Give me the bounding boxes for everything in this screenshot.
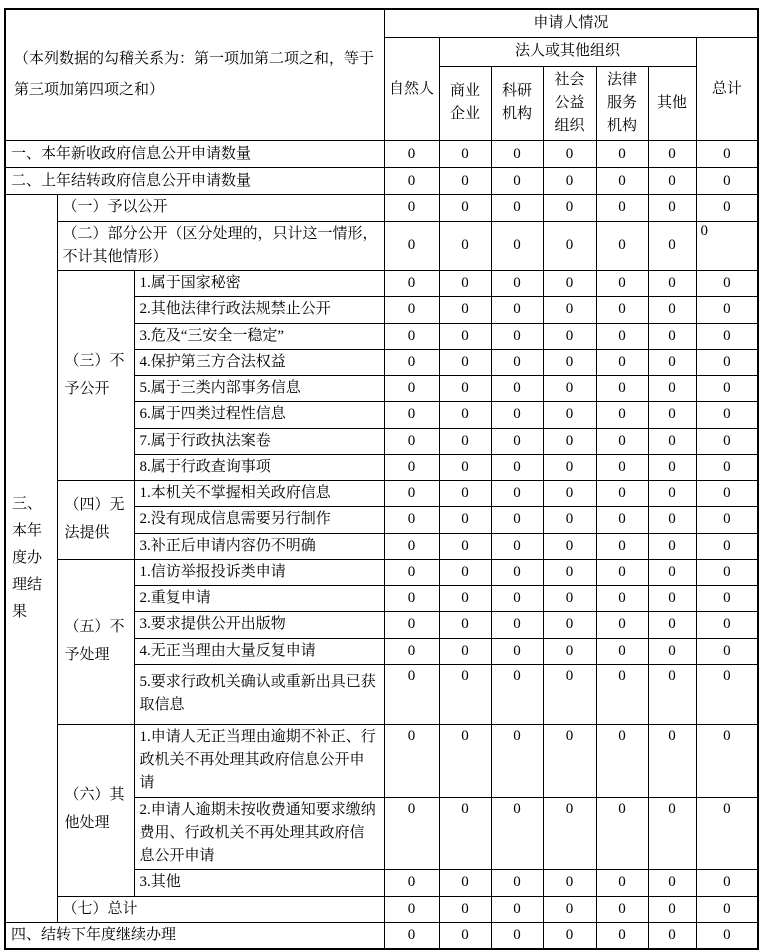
value-cell: 0 xyxy=(491,797,543,870)
value-cell: 0 xyxy=(384,559,439,585)
value-cell: 0 xyxy=(648,349,696,375)
row-unable-1 xyxy=(5,481,758,507)
value-cell: 0 xyxy=(596,797,648,870)
value-cell: 0 xyxy=(696,376,758,402)
value-cell: 0 xyxy=(596,297,648,323)
value-cell: 0 xyxy=(648,402,696,428)
value-cell: 0 xyxy=(491,870,543,896)
row-new-requests-label: 一、本年新收政府信息公开申请数量 xyxy=(5,141,384,168)
value-cell: 0 xyxy=(543,664,596,724)
value-cell: 0 xyxy=(596,559,648,585)
value-cell: 0 xyxy=(696,221,758,271)
row-carried-over xyxy=(5,168,758,195)
value-cell: 0 xyxy=(384,612,439,638)
value-cell: 0 xyxy=(543,297,596,323)
row-denied-8-label: 8.属于行政查询事项 xyxy=(134,454,384,480)
value-cell: 0 xyxy=(384,896,439,922)
value-cell: 0 xyxy=(491,507,543,533)
row-notproc-4-label: 4.无正当理由大量反复申请 xyxy=(134,638,384,664)
value-cell: 0 xyxy=(384,454,439,480)
value-cell: 0 xyxy=(491,724,543,797)
value-cell: 0 xyxy=(648,797,696,870)
header-other-org: 其他 xyxy=(648,66,696,141)
value-cell: 0 xyxy=(696,402,758,428)
header-research-institution: 科研机构 xyxy=(491,66,543,141)
value-cell: 0 xyxy=(543,507,596,533)
value-cell: 0 xyxy=(648,168,696,195)
row-subtotal xyxy=(5,896,758,922)
value-cell: 0 xyxy=(439,481,491,507)
value-cell: 0 xyxy=(491,664,543,724)
value-cell: 0 xyxy=(543,349,596,375)
value-cell: 0 xyxy=(491,454,543,480)
value-cell: 0 xyxy=(696,323,758,349)
row-notproc-2-label: 2.重复申请 xyxy=(134,586,384,612)
row-other-1-label: 1.申请人无正当理由逾期不补正、行政机关不再处理其政府信息公开申请 xyxy=(134,724,384,797)
value-cell: 0 xyxy=(596,376,648,402)
value-cell: 0 xyxy=(648,724,696,797)
value-cell: 0 xyxy=(439,638,491,664)
value-cell: 0 xyxy=(384,533,439,559)
section-three-label: 三、本年度办理结果 xyxy=(5,195,57,923)
value-cell: 0 xyxy=(384,870,439,896)
value-cell: 0 xyxy=(384,638,439,664)
row-notproc-5-label: 5.要求行政机关确认或重新出具已获取信息 xyxy=(134,664,384,724)
value-cell: 0 xyxy=(648,664,696,724)
row-other-2-label: 2.申请人逾期未按收费通知要求缴纳费用、行政机关不再处理其政府信息公开申请 xyxy=(134,797,384,870)
value-cell: 0 xyxy=(696,168,758,195)
value-cell: 0 xyxy=(439,141,491,168)
value-cell: 0 xyxy=(596,323,648,349)
value-cell: 0 xyxy=(543,195,596,221)
value-cell: 0 xyxy=(543,454,596,480)
value-cell: 0 xyxy=(439,559,491,585)
value-cell: 0 xyxy=(491,323,543,349)
value-cell: 0 xyxy=(596,664,648,724)
value-cell: 0 xyxy=(384,402,439,428)
value-cell: 0 xyxy=(439,297,491,323)
value-cell: 0 xyxy=(696,896,758,922)
value-cell: 0 xyxy=(384,428,439,454)
row-granted xyxy=(5,195,758,221)
value-cell: 0 xyxy=(439,533,491,559)
value-cell: 0 xyxy=(648,141,696,168)
header-row-1 xyxy=(5,9,758,38)
value-cell: 0 xyxy=(439,870,491,896)
value-cell: 0 xyxy=(596,349,648,375)
value-cell: 0 xyxy=(543,896,596,922)
header-total: 总计 xyxy=(696,38,758,141)
value-cell: 0 xyxy=(596,221,648,271)
group-other-label: （六）其他处理 xyxy=(57,724,134,896)
value-cell: 0 xyxy=(439,922,491,949)
value-cell: 0 xyxy=(384,271,439,297)
value-cell: 0 xyxy=(543,141,596,168)
value-cell: 0 xyxy=(696,559,758,585)
row-carry-forward xyxy=(5,922,758,949)
value-cell: 0 xyxy=(596,896,648,922)
value-cell: 0 xyxy=(543,428,596,454)
row-unable-3-label: 3.补正后申请内容仍不明确 xyxy=(134,533,384,559)
value-cell: 0 xyxy=(491,481,543,507)
value-cell: 0 xyxy=(648,586,696,612)
value-cell: 0 xyxy=(439,402,491,428)
value-cell: 0 xyxy=(439,896,491,922)
value-cell: 0 xyxy=(543,638,596,664)
header-applicant-status: 申请人情况 xyxy=(384,9,758,38)
value-cell: 0 xyxy=(384,724,439,797)
header-legal-or-other-org: 法人或其他组织 xyxy=(439,38,696,66)
row-new-requests xyxy=(5,141,758,168)
value-cell: 0 xyxy=(648,896,696,922)
row-partial-label: （二）部分公开（区分处理的，只计这一情形，不计其他情形） xyxy=(57,221,384,271)
row-unable-1-label: 1.本机关不掌握相关政府信息 xyxy=(134,481,384,507)
value-cell: 0 xyxy=(648,376,696,402)
value-cell: 0 xyxy=(696,586,758,612)
value-cell: 0 xyxy=(648,221,696,271)
value-cell: 0 xyxy=(596,168,648,195)
value-cell: 0 xyxy=(543,323,596,349)
value-cell: 0 xyxy=(648,323,696,349)
value-cell: 0 xyxy=(596,586,648,612)
value-cell: 0 xyxy=(543,221,596,271)
value-cell: 0 xyxy=(596,481,648,507)
value-cell: 0 xyxy=(491,533,543,559)
row-notproc-1-label: 1.信访举报投诉类申请 xyxy=(134,559,384,585)
value-cell: 0 xyxy=(596,454,648,480)
value-cell: 0 xyxy=(491,195,543,221)
value-cell: 0 xyxy=(543,559,596,585)
value-cell: 0 xyxy=(696,349,758,375)
value-cell: 0 xyxy=(696,271,758,297)
header-commercial-enterprise: 商业企业 xyxy=(439,66,491,141)
value-cell: 0 xyxy=(439,195,491,221)
disclosure-requests-table xyxy=(4,8,759,950)
value-cell: 0 xyxy=(439,221,491,271)
value-cell: 0 xyxy=(648,638,696,664)
value-cell: 0 xyxy=(491,271,543,297)
row-partial xyxy=(5,221,758,271)
value-cell: 0 xyxy=(384,797,439,870)
value-cell: 0 xyxy=(439,724,491,797)
value-cell: 0 xyxy=(491,638,543,664)
row-subtotal-label: （七）总计 xyxy=(57,896,384,922)
value-cell: 0 xyxy=(384,586,439,612)
value-cell: 0 xyxy=(696,664,758,724)
value-cell: 0 xyxy=(384,349,439,375)
value-cell: 0 xyxy=(543,271,596,297)
value-cell: 0 xyxy=(491,376,543,402)
value-cell: 0 xyxy=(439,612,491,638)
value-cell: 0 xyxy=(491,922,543,949)
header-legal-service-org: 法律服务机构 xyxy=(596,66,648,141)
value-cell: 0 xyxy=(543,376,596,402)
group-unable-label: （四）无法提供 xyxy=(57,481,134,560)
value-cell: 0 xyxy=(596,724,648,797)
value-cell: 0 xyxy=(543,724,596,797)
value-cell: 0 xyxy=(491,586,543,612)
value-cell: 0 xyxy=(648,297,696,323)
value-cell: 0 xyxy=(596,533,648,559)
value-cell: 0 xyxy=(491,612,543,638)
value-cell: 0 xyxy=(696,195,758,221)
row-carry-forward-label: 四、结转下年度继续办理 xyxy=(5,922,384,949)
value-cell: 0 xyxy=(491,896,543,922)
value-cell: 0 xyxy=(696,612,758,638)
value-cell: 0 xyxy=(491,168,543,195)
value-cell: 0 xyxy=(696,141,758,168)
value-cell: 0 xyxy=(596,922,648,949)
value-cell: 0 xyxy=(696,297,758,323)
row-unable-2-label: 2.没有现成信息需要另行制作 xyxy=(134,507,384,533)
value-cell: 0 xyxy=(439,428,491,454)
value-cell: 0 xyxy=(543,922,596,949)
value-cell: 0 xyxy=(696,870,758,896)
value-cell: 0 xyxy=(491,428,543,454)
value-cell: 0 xyxy=(384,168,439,195)
row-denied-2-label: 2.其他法律行政法规禁止公开 xyxy=(134,297,384,323)
value-cell: 0 xyxy=(439,349,491,375)
value-cell: 0 xyxy=(648,559,696,585)
value-cell: 0 xyxy=(491,559,543,585)
row-denied-1 xyxy=(5,271,758,297)
value-cell: 0 xyxy=(439,454,491,480)
row-denied-1-label: 1.属于国家秘密 xyxy=(134,271,384,297)
value-cell: 0 xyxy=(439,507,491,533)
value-cell: 0 xyxy=(384,221,439,271)
value-cell: 0 xyxy=(696,638,758,664)
value-cell: 0 xyxy=(543,168,596,195)
value-cell: 0 xyxy=(648,454,696,480)
value-cell: 0 xyxy=(439,797,491,870)
value-cell: 0 xyxy=(596,612,648,638)
row-other-1 xyxy=(5,724,758,797)
row-carried-over-label: 二、上年结转政府信息公开申请数量 xyxy=(5,168,384,195)
value-cell: 0 xyxy=(696,507,758,533)
value-cell: 0 xyxy=(696,922,758,949)
value-cell: 0 xyxy=(384,297,439,323)
value-cell: 0 xyxy=(648,922,696,949)
value-cell: 0 xyxy=(596,271,648,297)
group-notproc-label: （五）不予处理 xyxy=(57,559,134,724)
row-other-3-label: 3.其他 xyxy=(134,870,384,896)
value-cell: 0 xyxy=(439,168,491,195)
value-cell: 0 xyxy=(696,454,758,480)
value-cell: 0 xyxy=(384,195,439,221)
value-cell: 0 xyxy=(491,221,543,271)
header-natural-person: 自然人 xyxy=(384,38,439,141)
value-cell: 0 xyxy=(648,533,696,559)
value-cell: 0 xyxy=(543,797,596,870)
value-cell: 0 xyxy=(491,349,543,375)
row-denied-3-label: 3.危及“三安全一稳定” xyxy=(134,323,384,349)
value-cell: 0 xyxy=(648,271,696,297)
value-cell: 0 xyxy=(648,507,696,533)
value-cell: 0 xyxy=(543,870,596,896)
value-cell: 0 xyxy=(439,376,491,402)
value-cell: 0 xyxy=(439,271,491,297)
value-cell: 0 xyxy=(596,507,648,533)
value-cell: 0 xyxy=(384,323,439,349)
value-cell: 0 xyxy=(491,141,543,168)
value-cell: 0 xyxy=(596,402,648,428)
value-cell: 0 xyxy=(696,481,758,507)
value-cell: 0 xyxy=(696,797,758,870)
value-cell: 0 xyxy=(384,141,439,168)
value-cell: 0 xyxy=(648,195,696,221)
row-granted-label: （一）予以公开 xyxy=(57,195,384,221)
value-cell: 0 xyxy=(491,402,543,428)
value-cell: 0 xyxy=(439,323,491,349)
value-cell: 0 xyxy=(439,664,491,724)
value-cell: 0 xyxy=(648,428,696,454)
value-cell: 0 xyxy=(384,922,439,949)
value-cell: 0 xyxy=(543,481,596,507)
value-cell: 0 xyxy=(543,402,596,428)
value-cell: 0 xyxy=(596,428,648,454)
value-cell: 0 xyxy=(596,141,648,168)
value-cell: 0 xyxy=(596,870,648,896)
value-cell: 0 xyxy=(648,612,696,638)
value-cell: 0 xyxy=(596,638,648,664)
value-cell: 0 xyxy=(543,612,596,638)
value-cell: 0 xyxy=(543,533,596,559)
value-cell: 0 xyxy=(439,586,491,612)
reconciliation-note: （本列数据的勾稽关系为：第一项加第二项之和，等于第三项加第四项之和） xyxy=(5,9,384,141)
group-not-disclosed-label: （三）不予公开 xyxy=(57,271,134,481)
value-cell: 0 xyxy=(543,586,596,612)
value-cell: 0 xyxy=(696,533,758,559)
row-notproc-1 xyxy=(5,559,758,585)
value-cell: 0 xyxy=(384,664,439,724)
row-denied-5-label: 5.属于三类内部事务信息 xyxy=(134,376,384,402)
row-denied-4-label: 4.保护第三方合法权益 xyxy=(134,349,384,375)
row-denied-6-label: 6.属于四类过程性信息 xyxy=(134,402,384,428)
row-notproc-3-label: 3.要求提供公开出版物 xyxy=(134,612,384,638)
value-cell: 0 xyxy=(696,724,758,797)
value-cell: 0 xyxy=(696,428,758,454)
header-social-welfare-org: 社会公益组织 xyxy=(543,66,596,141)
value-cell: 0 xyxy=(596,195,648,221)
value-cell: 0 xyxy=(648,481,696,507)
row-denied-7-label: 7.属于行政执法案卷 xyxy=(134,428,384,454)
value-cell: 0 xyxy=(648,870,696,896)
value-cell: 0 xyxy=(491,297,543,323)
value-cell: 0 xyxy=(384,376,439,402)
value-cell: 0 xyxy=(384,507,439,533)
value-cell: 0 xyxy=(384,481,439,507)
